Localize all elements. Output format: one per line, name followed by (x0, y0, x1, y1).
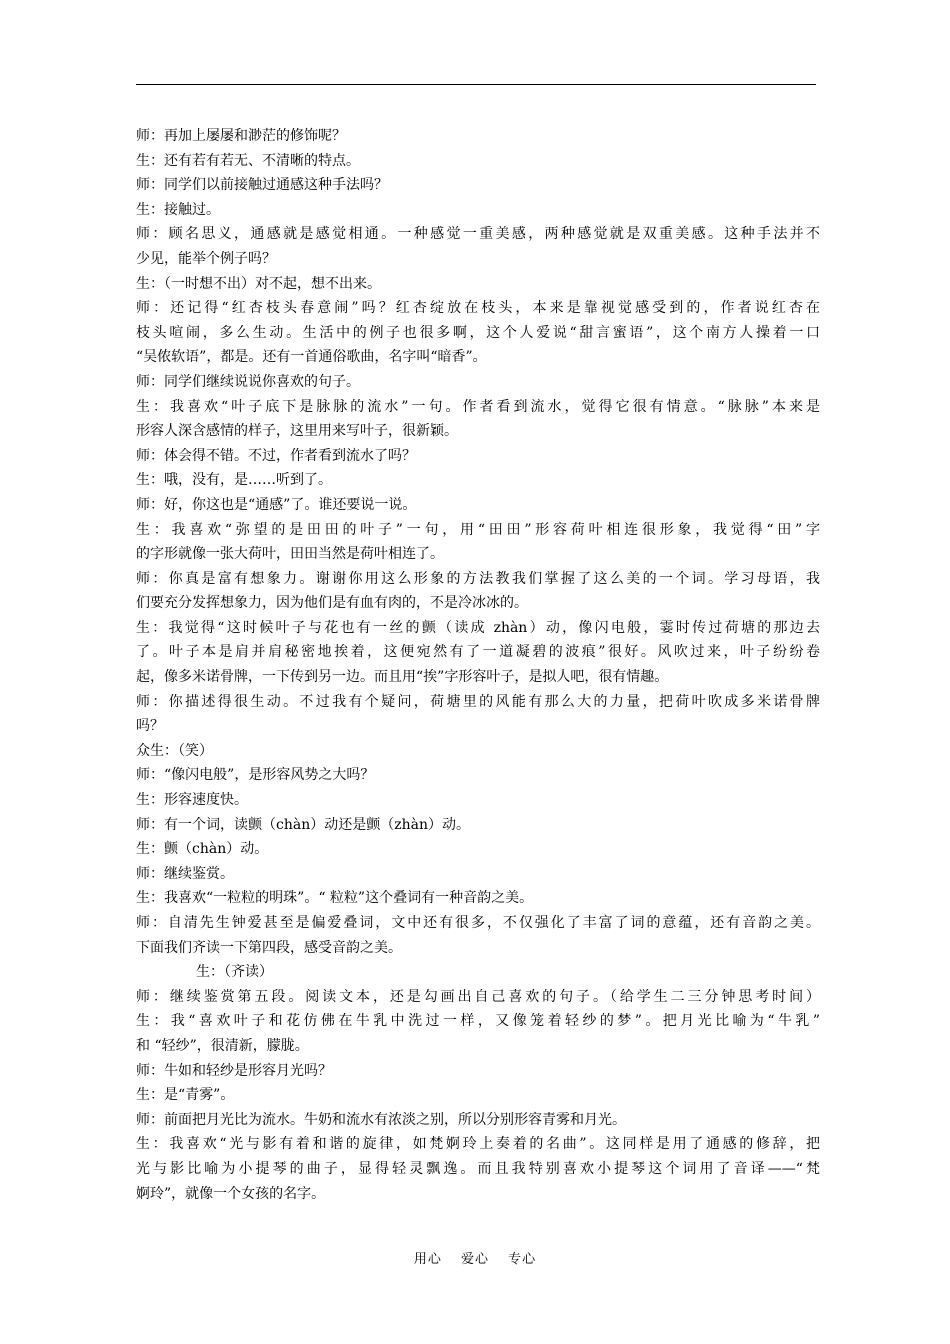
text-line: 师：继续鉴赏。 (136, 865, 234, 882)
text-line: 和 “轻纱”，很清新，朦胧。 (136, 1037, 309, 1054)
text-line: 师：你真是富有想象力。谢谢你用这么形象的方法教我们掌握了这么美的一个词。学习母语，我 (136, 570, 820, 587)
text-line: 生：接触过。 (136, 201, 220, 218)
text-line: 师：体会得不错。不过，作者看到流水了吗？ (136, 447, 416, 464)
text-line: 师：还记得“红杏枝头春意闹”吗？红杏绽放在枝头，本来是靠视觉感受到的，作者说红杏在 (136, 300, 820, 317)
text-line: 师：牛如和轻纱是形容月光吗？ (136, 1062, 332, 1079)
text-line: 吗？ (136, 718, 164, 735)
text-line: 生：是“青雾”。 (136, 1087, 235, 1104)
text-line: 师：再加上屡屡和渺茫的修饰呢？ (136, 128, 346, 144)
header-rule (136, 84, 816, 85)
text-line: 起，像多米诺骨牌，一下传到另一边。而且用“挨”字形容叶子，是拟人吧，很有情趣。 (136, 669, 669, 686)
document-body (136, 124, 820, 1206)
text-line: 生：哦，没有，是……听到了。 (136, 472, 332, 489)
text-line: 师：同学们继续说说你喜欢的句子。 (136, 373, 360, 390)
text-line: 师：自清先生钟爱甚至是偏爱叠词，文中还有很多，不仅强化了丰富了词的意蕴，还有音韵之美。 (136, 915, 820, 931)
text-line: 师：好，你这也是“通感”了。谁还要说一说。 (136, 496, 417, 513)
text-line: 师：前面把月光比为流水。牛奶和流水有浓淡之别，所以分别形容青雾和月光。 (136, 1111, 626, 1128)
text-line: 枝头喧闹，多么生动。生活中的例子也很多啊，这个人爱说“甜言蜜语”，这个南方人操着一口 (136, 324, 820, 341)
text-line: 众生：（笑） (136, 742, 213, 759)
text-line: 下面我们齐读一下第四段，感受音韵之美。 (136, 939, 402, 956)
text-line: 师：有一个词，读颤（chàn）动还是颤（zhàn）动。 (136, 816, 470, 833)
text-line: 了。叶子本是肩并肩秘密地挨着，这便宛然有了一道凝碧的波痕”很好。风吹过来，叶子纷纷卷 (136, 644, 820, 661)
text-line: 生：我觉得“这时候叶子与花也有一丝的颤（读成 zhàn）动，像闪电般，霎时传过荷塘的那边去 (136, 619, 820, 636)
text-line: 生：（齐读） (196, 964, 273, 981)
text-line: 形容人深含感情的样子，这里用来写叶子，很新颖。 (136, 423, 458, 440)
text-line: 的字形就像一张大荷叶，田田当然是荷叶相连了。 (136, 546, 444, 563)
text-line: 生：颤（chàn）动。 (136, 841, 269, 858)
text-line: 生：我喜欢“弥望的是田田的叶子”一句，用“田田”形容荷叶相连很形象，我觉得“田”字 (136, 521, 820, 538)
text-line: 师：同学们以前接触过通感这种手法吗？ (136, 177, 388, 194)
text-line: 生：还有若有若无、不清晰的特点。 (136, 152, 360, 169)
text-line: 少见，能举个例子吗？ (136, 250, 276, 267)
text-line: 师：顾名思义，通感就是感觉相通。一种感觉一重美感，两种感觉就是双重美感。这种手法并不 (136, 226, 820, 243)
text-line: 生：我喜欢“一粒粒的明珠”。“ 粒粒”这个叠词有一种音韵之美。 (136, 890, 534, 907)
text-line: “吴侬软语”，都是。还有一首通俗歌曲，名字叫“暗香”。 (136, 349, 487, 366)
text-line: 师：你描述得很生动。不过我有个疑问，荷塘里的风能有那么大的力量，把荷叶吹成多米诺骨牌 (136, 693, 820, 710)
text-line: 师：继续鉴赏第五段。阅读文本，还是勾画出自己喜欢的句子。（给学生二三分钟思考时间） (136, 988, 820, 1005)
text-line: 生：我喜欢“光与影有着和谐的旋律，如梵婀玲上奏着的名曲”。这同样是用了通感的修辞，把 (136, 1136, 820, 1153)
text-line: 婀玲”，就像一个女孩的名字。 (136, 1185, 326, 1202)
text-line: 生：我“喜欢叶子和花仿佛在牛乳中洗过一样，又像笼着轻纱的梦”。把月光比喻为“牛乳” (136, 1013, 820, 1030)
page-footer: 用心 爱心 专心 (413, 1252, 537, 1267)
text-line: 生：形容速度快。 (136, 792, 248, 809)
text-line: 光与影比喻为小提琴的曲子，显得轻灵飘逸。而且我特别喜欢小提琴这个词用了音译——“梵 (136, 1160, 820, 1177)
text-line: 们要充分发挥想象力，因为他们是有血有肉的，不是冷冰冰的。 (136, 595, 528, 612)
text-line: 生：（一时想不出）对不起，想不出来。 (136, 275, 381, 292)
text-line: 生：我喜欢“叶子底下是脉脉的流水”一句。作者看到流水，觉得它很有情意。“脉脉”本来是 (136, 398, 820, 415)
text-line: 师：“像闪电般”，是形容风势之大吗？ (136, 767, 375, 784)
